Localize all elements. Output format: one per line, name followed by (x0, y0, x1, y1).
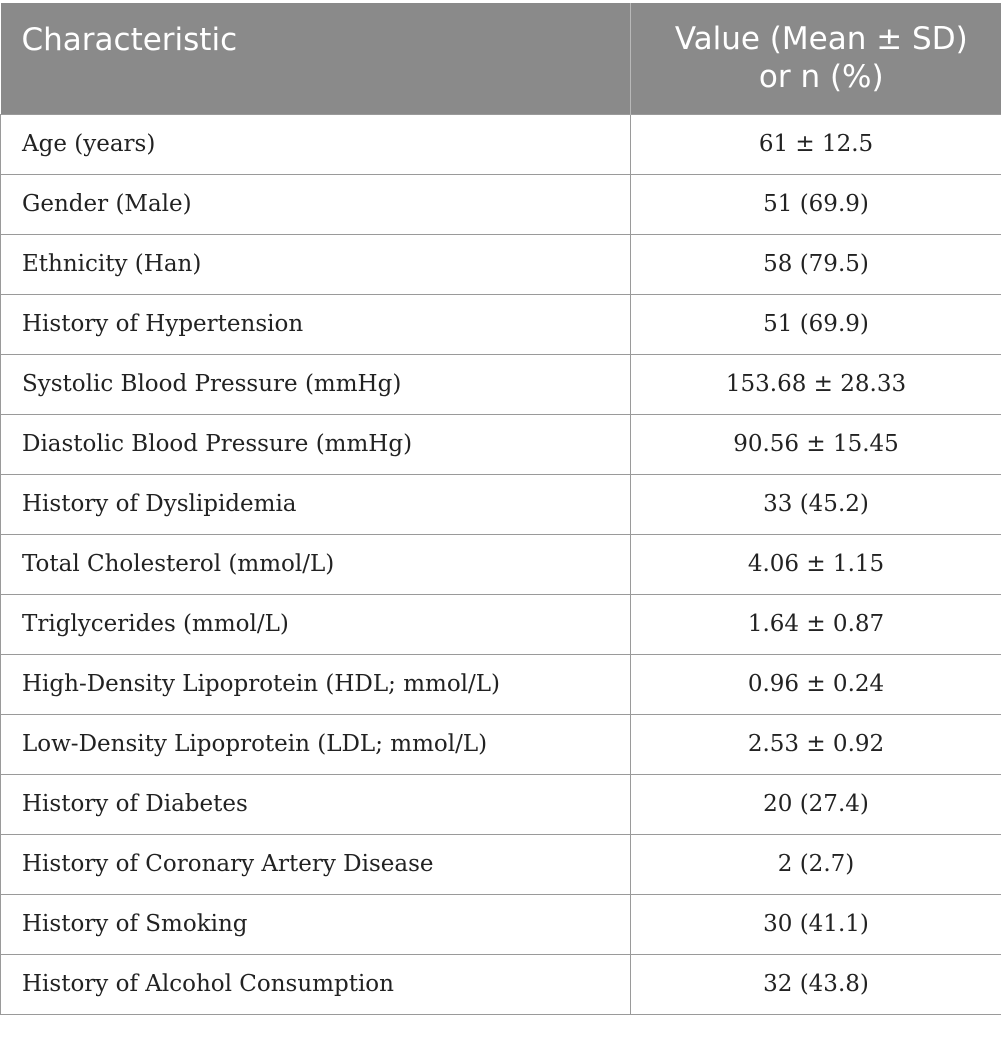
row-value: 33 (45.2) (631, 474, 1001, 534)
header-row (1, 3, 1001, 114)
table-row (1, 414, 1001, 474)
table-row (1, 954, 1001, 1014)
table-row (1, 114, 1001, 174)
table-row (1, 474, 1001, 534)
row-label: Age (years) (1, 114, 631, 174)
row-value: 32 (43.8) (631, 954, 1001, 1014)
row-label: Ethnicity (Han) (1, 234, 631, 294)
table-row (1, 534, 1001, 594)
row-value: 0.96 ± 0.24 (631, 654, 1001, 714)
header-value (631, 3, 1001, 114)
row-label: History of Smoking (1, 894, 631, 954)
row-value: 58 (79.5) (631, 234, 1001, 294)
row-value: 153.68 ± 28.33 (631, 354, 1001, 414)
row-label: Gender (Male) (1, 174, 631, 234)
row-label: Triglycerides (mmol/L) (1, 594, 631, 654)
row-value: 51 (69.9) (631, 174, 1001, 234)
row-label: High-Density Lipoprotein (HDL; mmol/L) (1, 654, 631, 714)
row-value: 61 ± 12.5 (631, 114, 1001, 174)
row-label: Low-Density Lipoprotein (LDL; mmol/L) (1, 714, 631, 774)
characteristics-table (0, 3, 1001, 1015)
row-value: 30 (41.1) (631, 894, 1001, 954)
row-label: Systolic Blood Pressure (mmHg) (1, 354, 631, 414)
table-row (1, 234, 1001, 294)
row-value: 90.56 ± 15.45 (631, 414, 1001, 474)
row-value: 2 (2.7) (631, 834, 1001, 894)
row-value: 1.64 ± 0.87 (631, 594, 1001, 654)
header-value-line1: Value (Mean ± SD) (674, 21, 968, 58)
row-label: History of Hypertension (1, 294, 631, 354)
table-row (1, 294, 1001, 354)
table-body (1, 114, 1001, 1014)
row-value: 4.06 ± 1.15 (631, 534, 1001, 594)
header-characteristic: Characteristic (1, 3, 631, 114)
table-row (1, 714, 1001, 774)
characteristics-table-container (0, 3, 1001, 1015)
table-row (1, 654, 1001, 714)
row-label: History of Coronary Artery Disease (1, 834, 631, 894)
row-label: History of Diabetes (1, 774, 631, 834)
table-row (1, 834, 1001, 894)
row-value: 51 (69.9) (631, 294, 1001, 354)
row-label: Total Cholesterol (mmol/L) (1, 534, 631, 594)
header-value-line2: or n (%) (758, 59, 884, 96)
table-row (1, 354, 1001, 414)
table-header (1, 3, 1001, 114)
row-value: 2.53 ± 0.92 (631, 714, 1001, 774)
table-row (1, 774, 1001, 834)
row-label: History of Alcohol Consumption (1, 954, 631, 1014)
table-row (1, 894, 1001, 954)
row-value: 20 (27.4) (631, 774, 1001, 834)
row-label: History of Dyslipidemia (1, 474, 631, 534)
table-row (1, 174, 1001, 234)
table-row (1, 594, 1001, 654)
row-label: Diastolic Blood Pressure (mmHg) (1, 414, 631, 474)
